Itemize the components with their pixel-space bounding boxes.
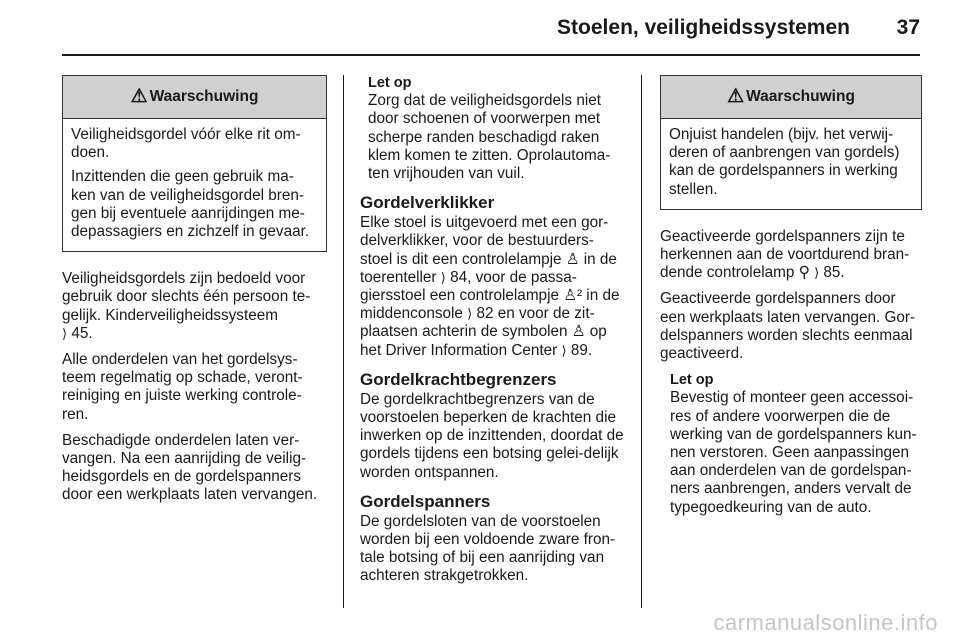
paragraph: Beschadigde onderdelen laten ver-vangen. Na een aanrijding de veilig-heidsgordels en de gordelspanners door een werkplaats laten vervangen.: [62, 431, 318, 504]
note-label: Let op: [670, 372, 714, 389]
paragraph-text: Elke stoel is uitgevoerd met een gor-delverklikker, voor de bestuurders-stoel is dit een controlelampje: [360, 214, 609, 268]
paragraph: De gordelsloten van de voorstoelen worden bij een voldoende zware fron-tale botsing of bij een aanrijding van achteren strakgetrokken.: [360, 512, 616, 585]
paragraph: De gordelkrachtbegrenzers van de voorstoelen beperken de krachten die inwerken op de inzittenden, doordat de gordels tijdens een botsing gelei-delijk worden ontspannen.: [360, 390, 624, 481]
page-reference-arrow-icon: ⟩: [467, 306, 473, 322]
page-reference[interactable]: 45.: [71, 324, 93, 342]
seatbelt-reminder-icon: ♙: [565, 250, 580, 268]
page-reference-arrow-icon: ⟩: [561, 342, 567, 358]
paragraph: [360, 214, 625, 360]
paragraph-text: 84, voor de passa-giersstoel een controlelampje: [360, 268, 577, 305]
paragraph: Geactiveerde gordelspanners door een werkplaats laten vervangen. Gor-delspanners worden slechts eenmaal geactiveerd.: [660, 290, 916, 363]
note-block: [660, 371, 922, 517]
warning-triangle-icon: ⚠: [130, 86, 148, 107]
page-reference-arrow-icon: ⟩: [440, 269, 446, 285]
column-divider: [641, 75, 642, 608]
warning-box: [62, 75, 327, 252]
watermark: carmanualsonline.info: [713, 610, 938, 635]
column-left: [62, 75, 327, 513]
paragraph-text: Geactiveerde gordelspanners zijn te herkennen aan de voortdurend bran-dende controlelamp: [660, 227, 910, 282]
warning-title: Waarschuwing: [149, 88, 259, 105]
section-heading: Gordelspanners: [360, 491, 491, 511]
airbag-pretensioner-icon: ⚲: [798, 264, 810, 282]
seatbelt-reminder-icon: ♙²: [563, 287, 583, 305]
warning-body: [63, 119, 326, 251]
page-reference-arrow-icon: ⟩: [814, 265, 820, 281]
paragraph-text: op het Driver Information Center: [360, 323, 607, 359]
paragraph-text: in de middenconsole: [360, 287, 620, 323]
note-text: Zorg dat de veiligheidsgordels niet door schoenen of voorwerpen met scherpe randen beschadigd raken klem komen te zitten. Oprolautoma-ten vrijhouden van vuil.: [368, 92, 611, 183]
paragraph-text: Veiligheidsgordels zijn bedoeld voor gebruik door slechts één persoon te-gelijk. Kinderveiligheidssysteem: [62, 270, 311, 324]
paragraph: [660, 228, 922, 283]
page-number: 37: [896, 16, 920, 39]
warning-box: [660, 75, 922, 210]
paragraph: Alle onderdelen van het gordelsys-teem regelmatig op schade, veront-reiniging en juiste werking controle-ren.: [62, 351, 303, 423]
warning-triangle-icon: ⚠: [727, 86, 745, 107]
warning-header: [63, 76, 326, 119]
seatbelt-reminder-icon: ♙: [571, 323, 586, 341]
warning-header: [661, 76, 921, 119]
warning-body: [661, 119, 921, 209]
section-heading: Gordelverklikker: [360, 193, 495, 213]
column-middle: [360, 75, 625, 594]
note-label: Let op: [368, 75, 412, 91]
page-reference-arrow-icon: ⟩: [62, 325, 68, 341]
note-text: Bevestig of monteer geen accessoi-res of andere voorwerpen die de werking van de gordelspanners kun-nen verstoren. Geen aanpassingen aan onderdelen van de gordelspan-ners aanbrengen, anders vervalt de typegoedkeuring van de auto.: [670, 389, 917, 516]
paragraph: [62, 270, 327, 343]
warning-text: Onjuist handelen (bijv. het verwij-deren of aanbrengen van gordels) kan de gordelspanners in werking stellen.: [669, 126, 900, 198]
paragraph-text: 82 en voor de zit-plaatsen achterin de symbolen: [360, 305, 595, 341]
column-divider: [343, 75, 344, 608]
paragraph-text: 85.: [823, 264, 845, 282]
page-header: [62, 0, 920, 56]
section-heading: Gordelkrachtbegrenzers: [360, 369, 557, 389]
column-right: [660, 75, 922, 517]
paragraph-text: in de toerenteller: [360, 250, 617, 286]
warning-text: Veiligheidsgordel vóór elke rit om-doen.: [71, 126, 301, 162]
warning-title: Waarschuwing: [746, 88, 855, 105]
warning-text: Inzittenden die geen gebruik ma-ken van de veiligheidsgordel bren-gen bij eventuele aanrijdingen me-depassagiers en zichzelf in gevaar.: [71, 168, 310, 241]
paragraph-text: 89.: [570, 341, 593, 359]
note-block: [360, 74, 625, 183]
page-title: Stoelen, veiligheidssystemen: [557, 16, 850, 39]
